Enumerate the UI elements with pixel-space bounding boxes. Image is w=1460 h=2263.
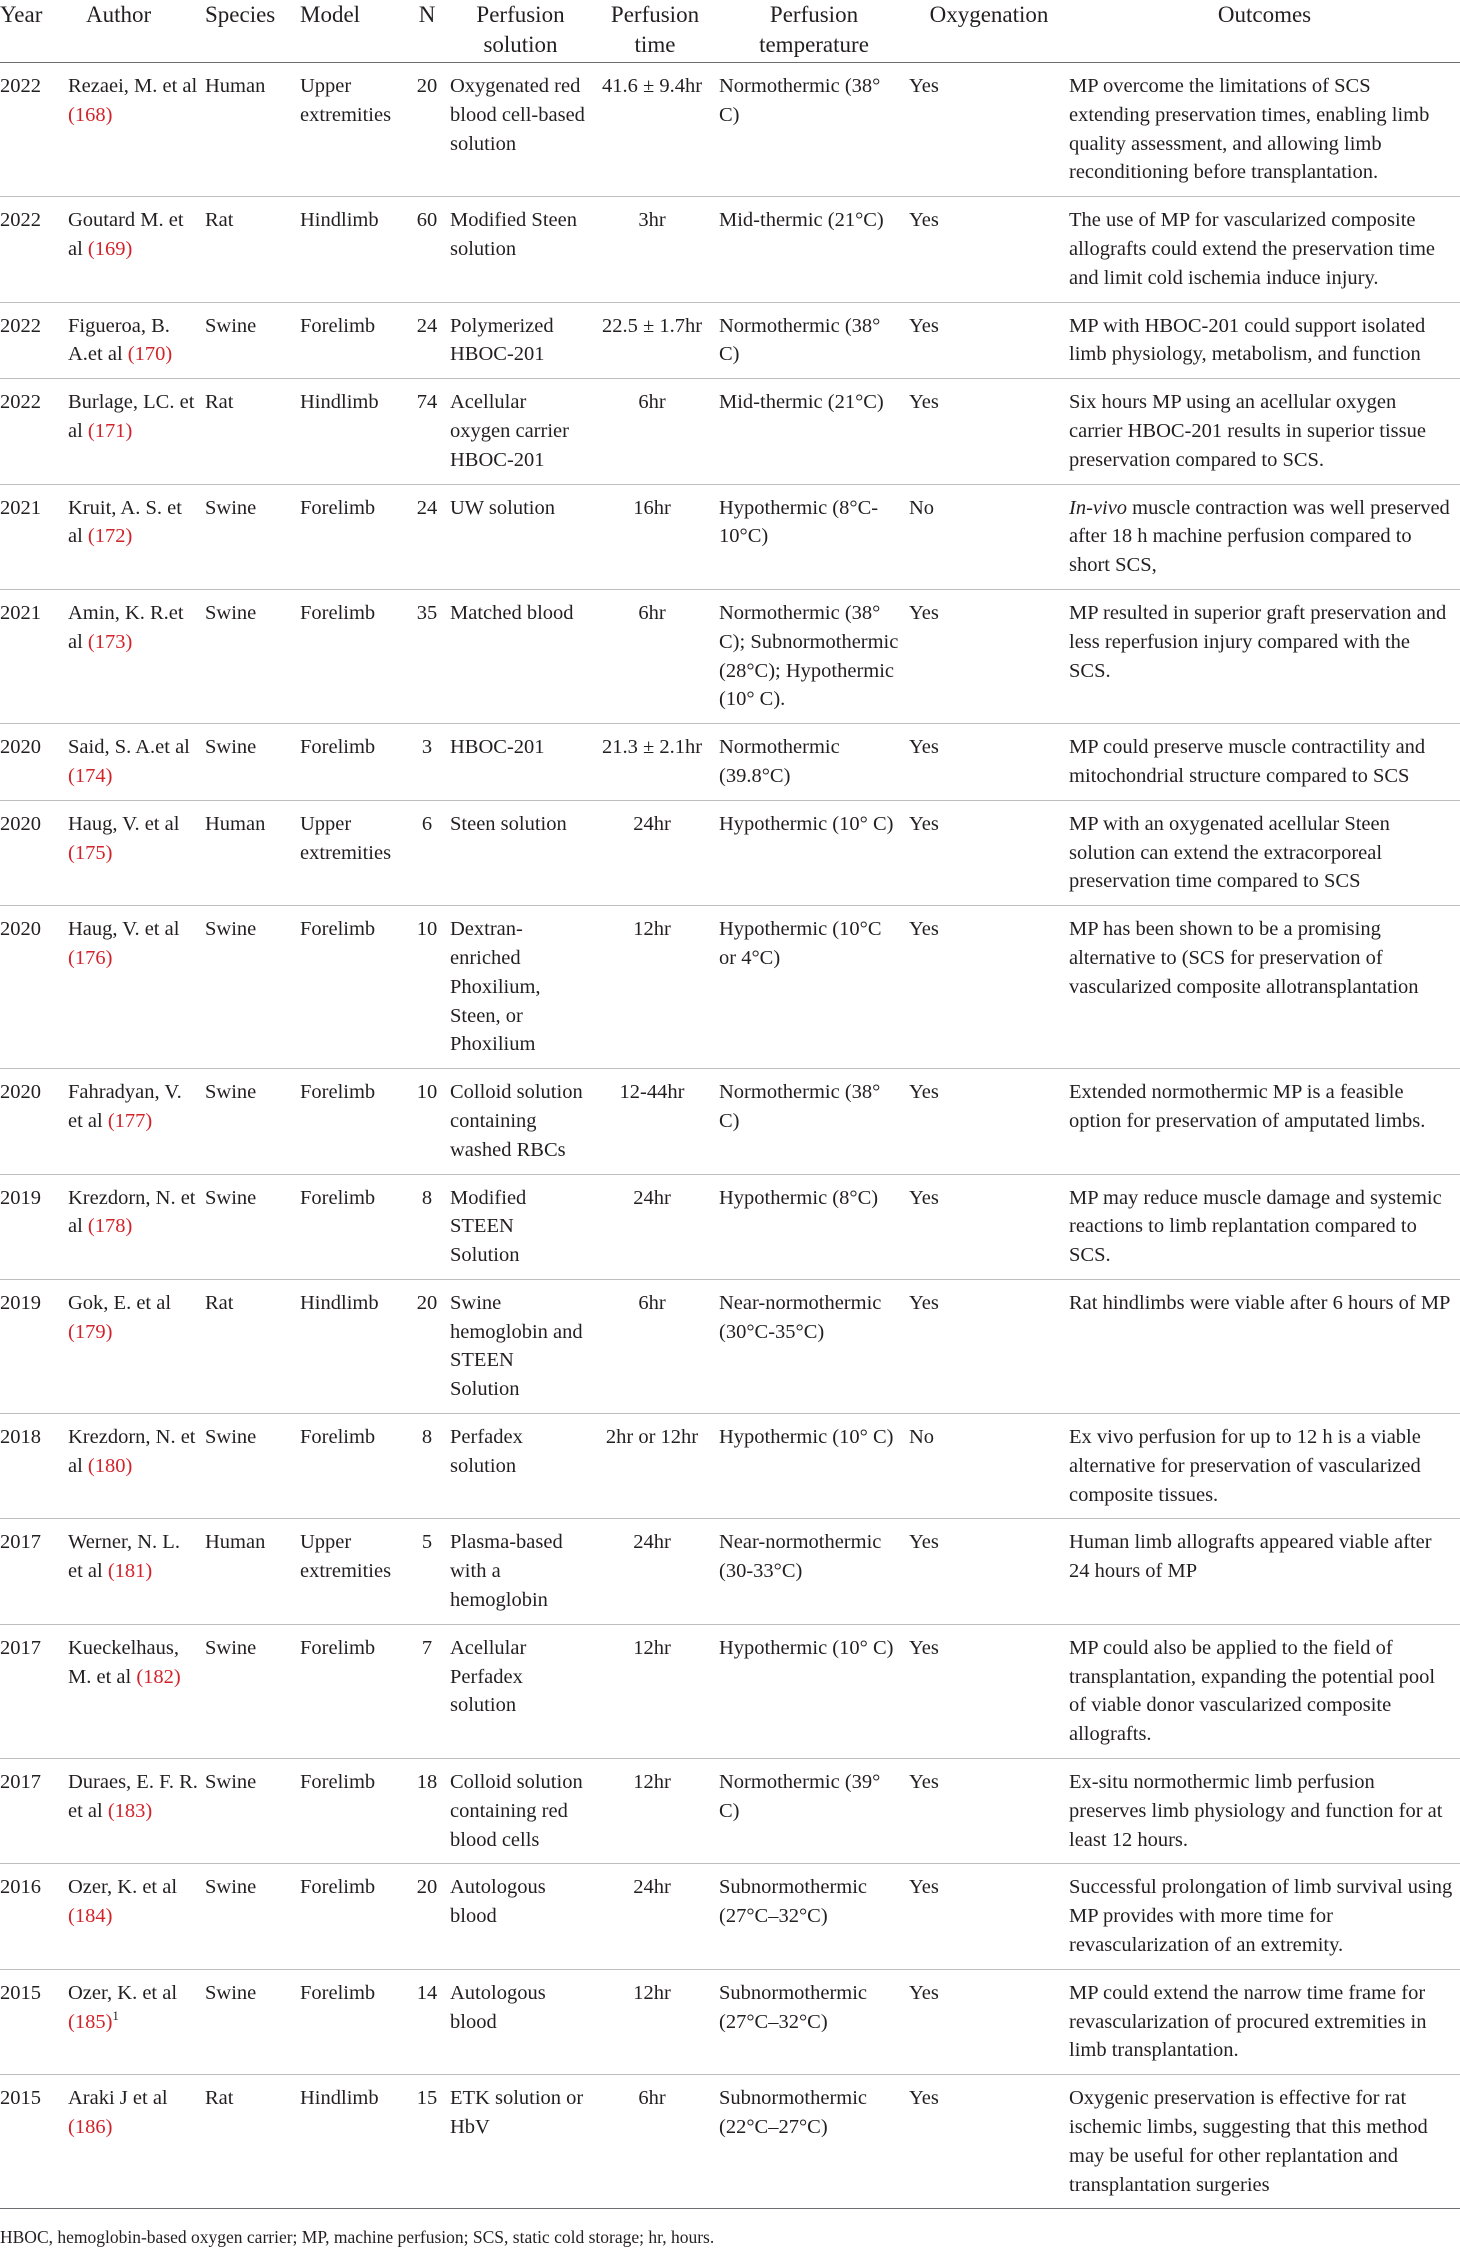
author-name: Said, S. A.et al — [68, 736, 190, 759]
cell-oxygenation: No — [909, 484, 1069, 589]
cell-n: 15 — [404, 2075, 450, 2209]
cell-model: Forelimb — [300, 1069, 404, 1174]
table-row — [0, 906, 1460, 1069]
reference-link[interactable]: (184) — [68, 1905, 113, 1928]
cell-year: 2015 — [0, 2075, 68, 2209]
cell-model: Forelimb — [300, 724, 404, 801]
cell-perfusion-solution: Modified STEEN Solution — [450, 1174, 591, 1279]
author-name: Haug, V. et al — [68, 812, 180, 835]
cell-outcomes — [1069, 302, 1460, 379]
cell-model: Hindlimb — [300, 1279, 404, 1413]
cell-model: Hindlimb — [300, 379, 404, 484]
cell-model: Forelimb — [300, 1864, 404, 1969]
cell-n: 35 — [404, 589, 450, 723]
cell-year: 2022 — [0, 197, 68, 302]
table-row — [0, 589, 1460, 723]
cell-oxygenation: Yes — [909, 1519, 1069, 1624]
outcome-text: MP overcome the limitations of SCS extending preservation times, enabling limb quality assessment, and allowing limb reconditioning before transplantation. — [1069, 75, 1430, 184]
reference-link[interactable]: (171) — [87, 419, 133, 442]
cell-n: 20 — [404, 1279, 450, 1413]
cell-perfusion-solution: Autologous blood — [450, 1969, 591, 2074]
cell-outcomes — [1069, 2075, 1460, 2209]
cell-model: Forelimb — [300, 906, 404, 1069]
cell-model: Forelimb — [300, 1174, 404, 1279]
cell-species: Swine — [205, 1174, 300, 1279]
cell-perfusion-solution: Swine hemoglobin and STEEN Solution — [450, 1279, 591, 1413]
table-row — [0, 484, 1460, 589]
cell-perfusion-temperature: Mid-thermic (21°C) — [719, 379, 909, 484]
cell-n: 24 — [404, 302, 450, 379]
cell-n: 3 — [404, 724, 450, 801]
cell-species: Swine — [205, 1414, 300, 1519]
cell-oxygenation: Yes — [909, 302, 1069, 379]
cell-model: Forelimb — [300, 1759, 404, 1864]
reference-link[interactable]: (186) — [68, 2116, 113, 2139]
cell-author — [68, 724, 205, 801]
cell-perfusion-time: 12-44hr — [591, 1069, 719, 1174]
cell-perfusion-time: 24hr — [591, 800, 719, 905]
outcome-text: Extended normothermic MP is a feasible option for preservation of amputated limbs. — [1069, 1081, 1426, 1132]
cell-outcomes — [1069, 724, 1460, 801]
cell-perfusion-temperature: Hypothermic (10° C) — [719, 1624, 909, 1758]
cell-author — [68, 1519, 205, 1624]
header-oxygenation: Oxygenation — [909, 0, 1069, 63]
reference-link[interactable]: (172) — [87, 525, 133, 548]
cell-n: 6 — [404, 800, 450, 905]
table-row — [0, 724, 1460, 801]
cell-model: Hindlimb — [300, 2075, 404, 2209]
cell-author — [68, 1759, 205, 1864]
author-name: Haug, V. et al — [68, 918, 180, 941]
cell-author — [68, 1864, 205, 1969]
cell-species: Swine — [205, 589, 300, 723]
cell-perfusion-solution: Matched blood — [450, 589, 591, 723]
outcome-text: muscle contraction was well preserved after 18 h machine perfusion compared to short SCS, — [1069, 496, 1450, 577]
cell-author — [68, 484, 205, 589]
cell-perfusion-temperature: Hypothermic (10°C or 4°C) — [719, 906, 909, 1069]
outcome-text: MP with HBOC-201 could support isolated limb physiology, metabolism, and function — [1069, 314, 1426, 366]
outcome-text: Six hours MP using an acellular oxygen carrier HBOC-201 results in superior tissue preservation compared to SCS. — [1069, 391, 1426, 471]
cell-n: 8 — [404, 1414, 450, 1519]
table-row — [0, 1624, 1460, 1758]
author-name: Goutard M. et al — [68, 209, 184, 260]
cell-year: 2022 — [0, 302, 68, 379]
table-row — [0, 1519, 1460, 1624]
cell-perfusion-temperature: Normothermic (39.8°C) — [719, 724, 909, 801]
cell-n: 5 — [404, 1519, 450, 1624]
cell-model: Forelimb — [300, 1624, 404, 1758]
author-name: Amin, K. R.et al — [68, 601, 184, 653]
cell-perfusion-temperature: Normothermic (39° C) — [719, 1759, 909, 1864]
cell-perfusion-time: 6hr — [591, 379, 719, 484]
cell-year: 2015 — [0, 1969, 68, 2074]
cell-perfusion-temperature: Hypothermic (10° C) — [719, 800, 909, 905]
cell-species: Swine — [205, 1969, 300, 2074]
cell-n: 18 — [404, 1759, 450, 1864]
cell-year: 2020 — [0, 724, 68, 801]
cell-n: 20 — [404, 63, 450, 197]
cell-species: Rat — [205, 379, 300, 484]
cell-n: 74 — [404, 379, 450, 484]
reference-link[interactable]: (173) — [87, 630, 133, 653]
author-name: Fahradyan, V. et al — [68, 1081, 182, 1132]
cell-species: Swine — [205, 906, 300, 1069]
cell-species: Swine — [205, 484, 300, 589]
header-row — [0, 0, 1460, 63]
cell-year: 2017 — [0, 1624, 68, 1758]
cell-oxygenation: Yes — [909, 1624, 1069, 1758]
author-name: Krezdorn, N. et al — [68, 1186, 196, 1238]
cell-model: Forelimb — [300, 1414, 404, 1519]
cell-n: 10 — [404, 906, 450, 1069]
author-name: Rezaei, M. et al — [68, 75, 198, 97]
cell-outcomes — [1069, 197, 1460, 302]
cell-oxygenation: Yes — [909, 1069, 1069, 1174]
header-species: Species — [205, 0, 300, 63]
cell-outcomes — [1069, 800, 1460, 905]
cell-oxygenation: Yes — [909, 1759, 1069, 1864]
table-row — [0, 1414, 1460, 1519]
cell-perfusion-temperature: Normothermic (38° C) — [719, 63, 909, 197]
cell-outcomes — [1069, 1174, 1460, 1279]
reference-link[interactable]: (168) — [68, 103, 113, 126]
reference-link[interactable]: (176) — [68, 946, 113, 969]
cell-perfusion-solution: Perfadex solution — [450, 1414, 591, 1519]
cell-species: Swine — [205, 302, 300, 379]
cell-author — [68, 379, 205, 484]
cell-year: 2022 — [0, 63, 68, 197]
cell-year: 2019 — [0, 1174, 68, 1279]
cell-perfusion-temperature: Near-normothermic (30-33°C) — [719, 1519, 909, 1624]
cell-perfusion-time: 6hr — [591, 1279, 719, 1413]
table-row — [0, 1069, 1460, 1174]
reference-link[interactable]: (177) — [107, 1109, 153, 1132]
cell-outcomes — [1069, 1519, 1460, 1624]
author-name: Kueckelhaus, M. et al — [68, 1636, 179, 1688]
cell-perfusion-solution: Plasma-based with a hemoglobin — [450, 1519, 591, 1624]
outcome-text: Human limb allografts appeared viable after 24 hours of MP — [1069, 1531, 1432, 1583]
header-perfusion-time: Perfusion time — [591, 0, 719, 63]
cell-perfusion-temperature: Normothermic (38° C) — [719, 1069, 909, 1174]
cell-year: 2017 — [0, 1519, 68, 1624]
table-row — [0, 1279, 1460, 1413]
cell-perfusion-temperature: Normothermic (38° C) — [719, 302, 909, 379]
cell-outcomes — [1069, 1759, 1460, 1864]
header-author: Author — [68, 0, 205, 63]
cell-outcomes — [1069, 1414, 1460, 1519]
cell-year: 2021 — [0, 589, 68, 723]
cell-species: Human — [205, 1519, 300, 1624]
cell-perfusion-time: 21.3 ± 2.1hr — [591, 724, 719, 801]
reference-link[interactable]: (179) — [68, 1320, 113, 1343]
table-row — [0, 1759, 1460, 1864]
header-model: Model — [300, 0, 404, 63]
cell-n: 24 — [404, 484, 450, 589]
cell-perfusion-time: 2hr or 12hr — [591, 1414, 719, 1519]
table-header — [0, 0, 1460, 63]
reference-link[interactable]: (178) — [87, 1215, 133, 1238]
cell-oxygenation: Yes — [909, 63, 1069, 197]
cell-outcomes — [1069, 484, 1460, 589]
cell-perfusion-solution: Modified Steen solution — [450, 197, 591, 302]
cell-perfusion-solution: Colloid solution containing washed RBCs — [450, 1069, 591, 1174]
cell-author — [68, 906, 205, 1069]
cell-perfusion-temperature: Near-normothermic (30°C-35°C) — [719, 1279, 909, 1413]
cell-outcomes — [1069, 1279, 1460, 1413]
cell-species: Swine — [205, 724, 300, 801]
header-perfusion-temperature: Perfusion temperature — [719, 0, 909, 63]
cell-oxygenation: Yes — [909, 589, 1069, 723]
cell-author — [68, 800, 205, 905]
cell-model: Hindlimb — [300, 197, 404, 302]
cell-species: Swine — [205, 1624, 300, 1758]
table-row — [0, 2075, 1460, 2209]
cell-n: 8 — [404, 1174, 450, 1279]
cell-perfusion-time: 12hr — [591, 1969, 719, 2074]
table-row — [0, 379, 1460, 484]
header-year: Year — [0, 0, 68, 63]
cell-outcomes — [1069, 1624, 1460, 1758]
cell-perfusion-solution: Acellular oxygen carrier HBOC-201 — [450, 379, 591, 484]
table-body — [0, 63, 1460, 2209]
author-name: Burlage, LC. et al — [68, 391, 195, 442]
cell-author — [68, 1414, 205, 1519]
cell-n: 7 — [404, 1624, 450, 1758]
cell-year: 2021 — [0, 484, 68, 589]
outcome-text: MP resulted in superior graft preservation and less reperfusion injury compared with the SCS. — [1069, 601, 1447, 682]
header-perfusion-solution: Perfusion solution — [450, 0, 591, 63]
cell-year: 2018 — [0, 1414, 68, 1519]
cell-author — [68, 302, 205, 379]
cell-perfusion-time: 22.5 ± 1.7hr — [591, 302, 719, 379]
outcome-text: Successful prolongation of limb survival using MP provides with more time for revascularization of an extremity. — [1069, 1876, 1453, 1957]
cell-outcomes — [1069, 1069, 1460, 1174]
cell-species: Human — [205, 800, 300, 905]
cell-year: 2019 — [0, 1279, 68, 1413]
cell-oxygenation: Yes — [909, 2075, 1069, 2209]
cell-perfusion-solution: Oxygenated red blood cell-based solution — [450, 63, 591, 197]
cell-perfusion-time: 41.6 ± 9.4hr — [591, 63, 719, 197]
cell-author — [68, 1969, 205, 2074]
cell-outcomes — [1069, 379, 1460, 484]
author-name: Ozer, K. et al — [68, 1981, 178, 2004]
header-outcomes: Outcomes — [1069, 0, 1460, 63]
cell-model: Upper extremities — [300, 1519, 404, 1624]
author-name: Kruit, A. S. et al — [68, 496, 182, 548]
cell-species: Swine — [205, 1759, 300, 1864]
cell-perfusion-temperature: Subnormothermic (27°C–32°C) — [719, 1969, 909, 2074]
cell-outcomes — [1069, 906, 1460, 1069]
table-row — [0, 800, 1460, 905]
cell-author — [68, 63, 205, 197]
table-row — [0, 1174, 1460, 1279]
reference-link[interactable]: (181) — [107, 1560, 153, 1583]
cell-oxygenation: Yes — [909, 800, 1069, 905]
outcome-text: MP with an oxygenated acellular Steen solution can extend the extracorporeal preservation time compared to SCS — [1069, 812, 1390, 893]
cell-species: Rat — [205, 2075, 300, 2209]
cell-year: 2016 — [0, 1864, 68, 1969]
cell-year: 2020 — [0, 1069, 68, 1174]
author-name: Werner, N. L. et al — [68, 1531, 180, 1583]
cell-oxygenation: Yes — [909, 724, 1069, 801]
cell-oxygenation: Yes — [909, 1864, 1069, 1969]
outcome-text: Ex vivo perfusion for up to 12 h is a viable alternative for preservation of vascularized composite tissues. — [1069, 1426, 1421, 1506]
cell-perfusion-temperature: Hypothermic (10° C) — [719, 1414, 909, 1519]
reference-link[interactable]: (169) — [87, 237, 133, 260]
table-row — [0, 197, 1460, 302]
cell-species: Rat — [205, 1279, 300, 1413]
cell-model: Forelimb — [300, 484, 404, 589]
table-row — [0, 1864, 1460, 1969]
cell-perfusion-solution: UW solution — [450, 484, 591, 589]
cell-perfusion-temperature: Hypothermic (8°C-10°C) — [719, 484, 909, 589]
cell-perfusion-temperature: Mid-thermic (21°C) — [719, 197, 909, 302]
cell-model: Forelimb — [300, 1969, 404, 2074]
outcome-text: Oxygenic preservation is effective for rat ischemic limbs, suggesting that this method may be useful for other replantation and transplantation surgeries — [1069, 2087, 1428, 2196]
cell-perfusion-time: 12hr — [591, 906, 719, 1069]
cell-model: Upper extremities — [300, 800, 404, 905]
cell-perfusion-time: 3hr — [591, 197, 719, 302]
cell-perfusion-time: 6hr — [591, 589, 719, 723]
table-row — [0, 1969, 1460, 2074]
author-name: Krezdorn, N. et al — [68, 1426, 196, 1477]
reference-link[interactable]: (170) — [127, 343, 173, 366]
cell-perfusion-solution: HBOC-201 — [450, 724, 591, 801]
header-n: N — [404, 0, 450, 63]
reference-link[interactable]: (185) — [68, 2010, 113, 2033]
cell-author — [68, 589, 205, 723]
cell-n: 20 — [404, 1864, 450, 1969]
table-footnote: HBOC, hemoglobin-based oxygen carrier; MP, machine perfusion; SCS, static cold storage; hr, hours. — [0, 2227, 715, 2247]
outcome-text: Rat hindlimbs were viable after 6 hours of MP — [1069, 1291, 1451, 1314]
cell-author — [68, 1624, 205, 1758]
author-name: Ozer, K. et al — [68, 1876, 178, 1899]
cell-perfusion-solution: Steen solution — [450, 800, 591, 905]
cell-year: 2020 — [0, 906, 68, 1069]
cell-perfusion-time: 24hr — [591, 1864, 719, 1969]
cell-perfusion-time: 12hr — [591, 1759, 719, 1864]
reference-link[interactable]: (175) — [68, 841, 113, 864]
cell-perfusion-temperature: Subnormothermic (22°C–27°C) — [719, 2075, 909, 2209]
cell-author — [68, 1069, 205, 1174]
reference-link[interactable]: (182) — [136, 1665, 181, 1688]
cell-author — [68, 197, 205, 302]
cell-author — [68, 2075, 205, 2209]
outcome-text: Ex-situ normothermic limb perfusion preserves limb physiology and function for at least 12 hours. — [1069, 1771, 1443, 1851]
outcome-text: MP may reduce muscle damage and systemic reactions to limb replantation compared to SCS. — [1069, 1186, 1442, 1267]
outcome-emphasis: In-vivo — [1069, 496, 1128, 519]
cell-year: 2020 — [0, 800, 68, 905]
reference-link[interactable]: (183) — [107, 1799, 153, 1822]
footnote-marker: 1 — [112, 2007, 119, 2023]
cell-perfusion-solution: Acellular Perfadex solution — [450, 1624, 591, 1758]
cell-year: 2022 — [0, 379, 68, 484]
cell-model: Forelimb — [300, 302, 404, 379]
cell-perfusion-time: 24hr — [591, 1174, 719, 1279]
cell-perfusion-temperature: Subnormothermic (27°C–32°C) — [719, 1864, 909, 1969]
cell-oxygenation: No — [909, 1414, 1069, 1519]
cell-year: 2017 — [0, 1759, 68, 1864]
author-name: Figueroa, B. A.et al — [68, 314, 170, 366]
author-name: Araki J et al — [68, 2087, 168, 2110]
cell-perfusion-time: 12hr — [591, 1624, 719, 1758]
cell-author — [68, 1279, 205, 1413]
cell-perfusion-time: 16hr — [591, 484, 719, 589]
cell-oxygenation: Yes — [909, 1969, 1069, 2074]
cell-oxygenation: Yes — [909, 1279, 1069, 1413]
cell-perfusion-time: 6hr — [591, 2075, 719, 2209]
outcome-text: MP could also be applied to the field of transplantation, expanding the potential pool of viable donor vascularized composite allografts. — [1069, 1636, 1436, 1746]
cell-perfusion-solution: Polymerized HBOC-201 — [450, 302, 591, 379]
cell-species: Swine — [205, 1864, 300, 1969]
cell-oxygenation: Yes — [909, 197, 1069, 302]
cell-outcomes — [1069, 63, 1460, 197]
cell-model: Forelimb — [300, 589, 404, 723]
table-row — [0, 63, 1460, 197]
table-row — [0, 302, 1460, 379]
outcome-text: The use of MP for vascularized composite allografts could extend the preservation time and limit cold ischemia induce injury. — [1069, 209, 1436, 289]
outcome-text: MP could extend the narrow time frame for revascularization of procured extremities in limb transplantation. — [1069, 1981, 1427, 2062]
outcome-text: MP has been shown to be a promising alternative to (SCS for preservation of vascularized composite allotransplantation — [1069, 918, 1419, 998]
cell-n: 60 — [404, 197, 450, 302]
cell-perfusion-solution: ETK solution or HbV — [450, 2075, 591, 2209]
reference-link[interactable]: (180) — [87, 1454, 133, 1477]
cell-perfusion-temperature: Hypothermic (8°C) — [719, 1174, 909, 1279]
cell-perfusion-solution: Colloid solution containing red blood cells — [450, 1759, 591, 1864]
cell-perfusion-solution: Autologous blood — [450, 1864, 591, 1969]
author-name: Gok, E. et al — [68, 1291, 172, 1314]
cell-oxygenation: Yes — [909, 1174, 1069, 1279]
cell-outcomes — [1069, 1864, 1460, 1969]
cell-oxygenation: Yes — [909, 906, 1069, 1069]
cell-perfusion-solution: Dextran-enriched Phoxilium, Steen, or Phoxilium — [450, 906, 591, 1069]
cell-outcomes — [1069, 589, 1460, 723]
cell-n: 14 — [404, 1969, 450, 2074]
cell-species: Rat — [205, 197, 300, 302]
reference-link[interactable]: (174) — [68, 764, 113, 787]
cell-species: Human — [205, 63, 300, 197]
cell-author — [68, 1174, 205, 1279]
cell-outcomes — [1069, 1969, 1460, 2074]
author-name: Duraes, E. F. R. et al — [68, 1771, 198, 1822]
cell-perfusion-temperature: Normothermic (38° C); Subnormothermic (28°C); Hypothermic (10° C). — [719, 589, 909, 723]
cell-species: Swine — [205, 1069, 300, 1174]
outcome-text: MP could preserve muscle contractility and mitochondrial structure compared to SCS — [1069, 736, 1426, 787]
cell-model: Upper extremities — [300, 63, 404, 197]
cell-n: 10 — [404, 1069, 450, 1174]
cell-oxygenation: Yes — [909, 379, 1069, 484]
cell-perfusion-time: 24hr — [591, 1519, 719, 1624]
